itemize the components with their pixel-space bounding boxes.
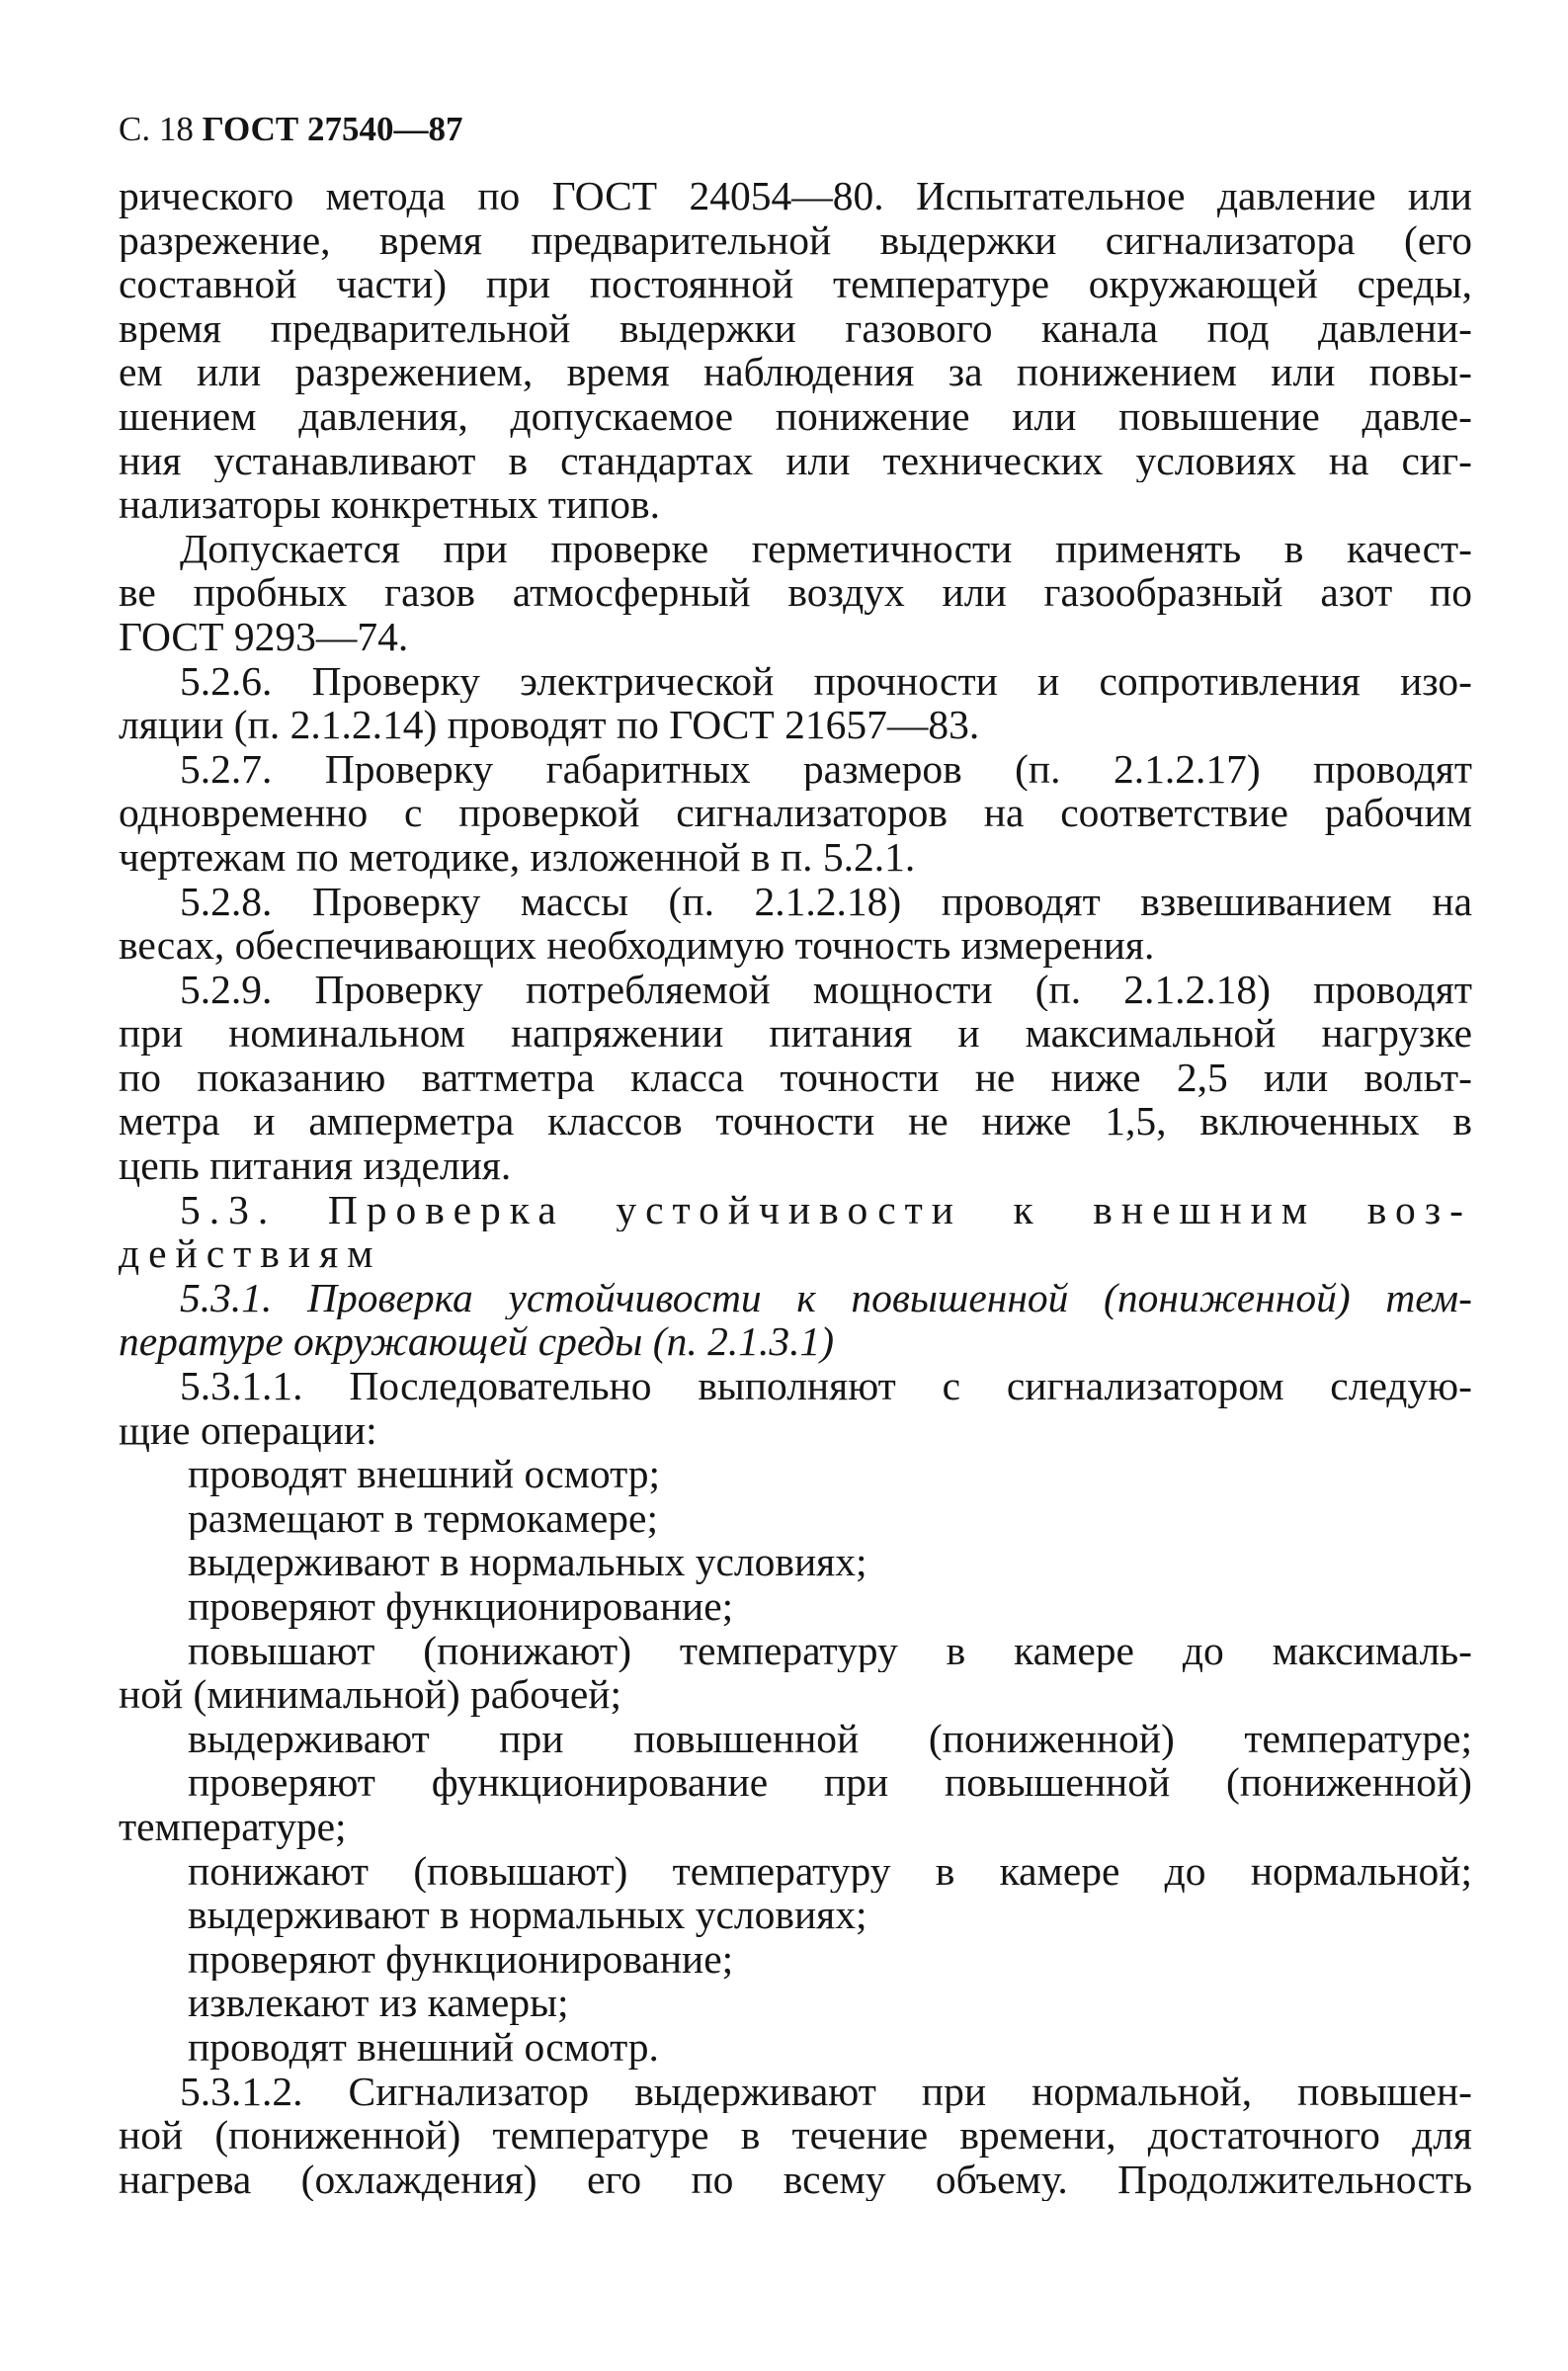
text-line: щие операции: <box>119 1407 377 1453</box>
text-line: при номинальном напряжении питания и максимальной нагрузке <box>119 1011 1472 1056</box>
text-line: температуре; <box>119 1804 347 1849</box>
text-line: ния устанавливают в стандартах или технических условиях на сиг- <box>119 438 1472 483</box>
text-line: выдерживают при повышенной (пониженной) температуре; <box>188 1716 1472 1761</box>
text-line: рического метода по ГОСТ 24054—80. Испытательное давление или <box>119 174 1472 218</box>
text-line: шением давления, допускаемое понижение или повышение давле- <box>119 393 1472 439</box>
text-line: ве пробных газов атмосферный воздух или газообразный азот по <box>119 570 1472 615</box>
text-line: проверяют функционирование; <box>188 1584 734 1629</box>
text-line: ной (пониженной) температуре в течение времени, достаточного для <box>119 2113 1472 2158</box>
text-line: ем или разрежением, время наблюдения за понижением или повы- <box>119 350 1472 394</box>
text-line: одновременно с проверкой сигнализаторов на соответствие рабочим <box>119 791 1472 835</box>
text-line: проводят внешний осмотр; <box>188 1452 661 1496</box>
text-line: 5.2.6. Проверку электрической прочности и сопротивления изо- <box>180 658 1472 704</box>
text-line: проверяют функционирование; <box>188 1936 734 1982</box>
text-line: размещают в термокамере; <box>188 1495 658 1541</box>
text-line: выдерживают в нормальных условиях; <box>188 1893 867 1937</box>
text-line: ГОСТ 9293—74. <box>119 614 409 659</box>
text-line: 5.3. Проверка устойчивости к внешним воз- <box>180 1187 1472 1232</box>
text-line: понижают (повышают) температуру в камере до нормальной; <box>188 1848 1472 1894</box>
text-line: пературе окружающей среды (п. 2.1.3.1) <box>119 1319 835 1365</box>
text-line: нагрева (охлаждения) его по всему объему. Продолжительность <box>119 2157 1472 2202</box>
text-line: 5.3.1.2. Сигнализатор выдерживают при нормальной, повышен- <box>180 2069 1472 2114</box>
text-line: проводят внешний осмотр. <box>188 2024 659 2070</box>
standard-designation: ГОСТ 27540—87 <box>202 110 463 148</box>
text-line: ной (минимальной) рабочей; <box>119 1672 622 1717</box>
text-line: проверяют функционирование при повышенной (пониженной) <box>188 1760 1472 1805</box>
body-text <box>119 174 1472 2201</box>
text-line: 5.2.7. Проверку габаритных размеров (п. 2.1.2.17) проводят <box>180 746 1472 792</box>
text-line: 5.3.1.1. Последовательно выполняют с сигнализатором следую- <box>180 1364 1472 1408</box>
page-number: С. 18 <box>119 110 194 148</box>
text-line: извлекают из камеры; <box>188 1981 569 2025</box>
text-line: весах, обеспечивающих необходимую точность измерения. <box>119 923 1155 968</box>
text-line: нализаторы конкретных типов. <box>119 482 660 527</box>
text-line: повышают (понижают) температуру в камере до максималь- <box>188 1628 1472 1673</box>
text-line: время предварительной выдержки газового канала под давлени- <box>119 305 1472 351</box>
text-line: составной части) при постоянной температуре окружающей среды, <box>119 262 1472 306</box>
text-line: ляции (п. 2.1.2.14) проводят по ГОСТ 21657—83. <box>119 703 980 747</box>
text-line: Допускается при проверке герметичности применять в качест- <box>180 526 1472 571</box>
text-line: 5.3.1. Проверка устойчивости к повышенной (пониженной) тем- <box>180 1275 1472 1320</box>
text-line: 5.2.8. Проверку массы (п. 2.1.2.18) проводят взвешиванием на <box>180 879 1472 924</box>
text-line: 5.2.9. Проверку потребляемой мощности (п. 2.1.2.18) проводят <box>180 967 1472 1012</box>
text-line: разрежение, время предварительной выдержки сигнализатора (его <box>119 217 1472 263</box>
text-line: цепь питания изделия. <box>119 1143 512 1188</box>
text-line: по показанию ваттметра класса точности не ниже 2,5 или вольт- <box>119 1055 1472 1100</box>
page-header <box>119 107 1472 152</box>
text-line: выдерживают в нормальных условиях; <box>188 1540 867 1584</box>
text-line: действиям <box>119 1231 382 1276</box>
text-line: метра и амперметра классов точности не ниже 1,5, включенных в <box>119 1099 1472 1144</box>
document-page <box>119 107 1472 2340</box>
text-line: чертежам по методике, изложенной в п. 5.2.1. <box>119 834 916 880</box>
